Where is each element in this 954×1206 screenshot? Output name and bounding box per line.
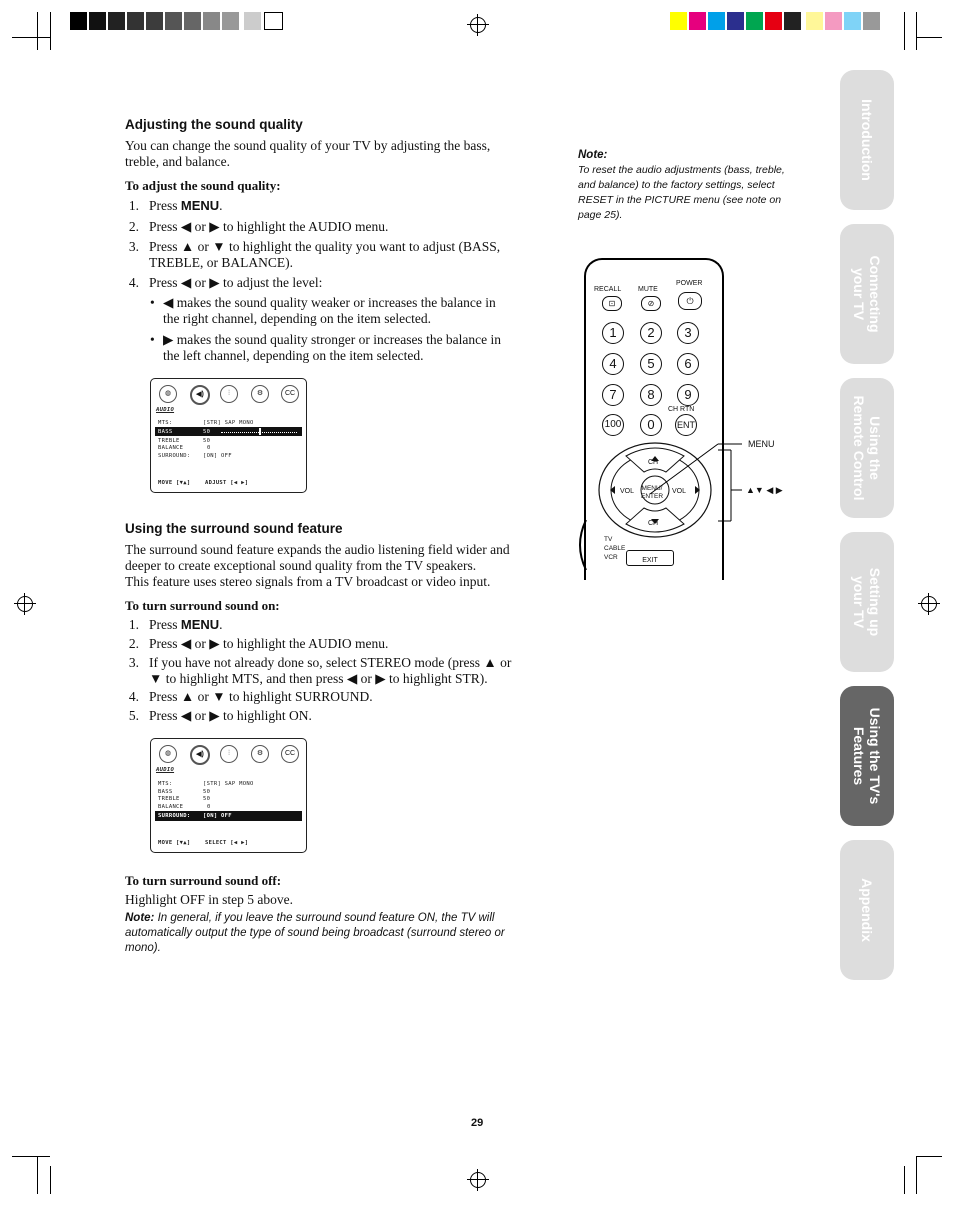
surround-on-subhead: To turn surround sound on: bbox=[125, 598, 280, 613]
ch-rtn-label: CH RTN bbox=[668, 406, 695, 413]
vol-right-label: VOL bbox=[672, 488, 687, 495]
osd-row-value: 50 bbox=[203, 796, 211, 802]
audio-menu-icon: ◀) bbox=[190, 745, 210, 765]
tab-using-tv-features[interactable]: Using the TV's Features bbox=[840, 686, 894, 826]
key-9: 9 bbox=[677, 384, 699, 406]
osd-footer: MOVE [▼▲] ADJUST [◀ ▶] bbox=[158, 480, 249, 486]
setup-menu-icon: ⫶ bbox=[220, 745, 238, 763]
setup-menu-icon: ⫶ bbox=[220, 385, 238, 403]
option-menu-icon: ⚙ bbox=[251, 385, 269, 403]
ch-up-label: CH bbox=[648, 459, 659, 466]
section-title-surround: Using the surround sound feature bbox=[125, 521, 343, 536]
sq-bullet-1-cont: the right channel, depending on the item selected. bbox=[163, 311, 432, 326]
ch-down-label: CH bbox=[648, 520, 659, 527]
key-7: 7 bbox=[602, 384, 624, 406]
tab-introduction[interactable]: Introduction bbox=[840, 70, 894, 210]
osd-tab-label: AUDIO bbox=[156, 767, 175, 773]
bass-level-marker bbox=[259, 428, 261, 435]
osd-row-label: TREBLE bbox=[158, 438, 180, 444]
remote-control-illustration bbox=[584, 258, 724, 580]
tab-using-remote-control[interactable]: Using the Remote Control bbox=[840, 378, 894, 518]
menu-key-label: MENU bbox=[180, 198, 220, 213]
power-label: POWER bbox=[676, 280, 703, 287]
osd-row-label: BALANCE bbox=[158, 445, 184, 451]
registration-mark-top bbox=[470, 17, 486, 33]
key-100: 100 bbox=[602, 414, 624, 436]
osd-footer: MOVE [▼▲] SELECT [◀ ▶] bbox=[158, 840, 249, 846]
osd-row-value: 0 bbox=[207, 804, 211, 810]
registration-mark-bottom bbox=[470, 1172, 486, 1188]
osd-row-value: [STR] SAP MONO bbox=[203, 420, 254, 426]
audio-menu-screen-bass bbox=[150, 378, 307, 493]
page-number: 29 bbox=[471, 1117, 484, 1129]
osd-row-value: [ON] OFF bbox=[203, 453, 232, 459]
surround-off-text: Highlight OFF in step 5 above. bbox=[125, 892, 293, 907]
surround-intro-2: deeper to create exceptional sound quality from the TV speakers. bbox=[125, 558, 477, 573]
osd-row-label: MTS: bbox=[158, 420, 173, 426]
sq-bullet-2-cont: the left channel, depending on the item selected. bbox=[163, 348, 424, 363]
osd-row-label: SURROUND: bbox=[158, 813, 191, 819]
mute-label: MUTE bbox=[638, 286, 658, 293]
osd-row-label: TREBLE bbox=[158, 796, 180, 802]
picture-menu-icon: ◍ bbox=[159, 745, 177, 763]
audio-menu-screen-surround bbox=[150, 738, 307, 853]
mute-button: ⊘ bbox=[641, 296, 661, 311]
recall-button: ⊡ bbox=[602, 296, 622, 311]
registration-mark-right bbox=[921, 596, 937, 612]
picture-menu-icon: ◍ bbox=[159, 385, 177, 403]
surround-intro-1: The surround sound feature expands the audio listening field wider and bbox=[125, 542, 510, 557]
key-0: 0 bbox=[640, 414, 662, 436]
osd-row-value: [STR] SAP MONO bbox=[203, 781, 254, 787]
osd-tab-label: AUDIO bbox=[156, 407, 175, 413]
vcr-label: VCR bbox=[604, 554, 618, 561]
reset-note: Note: To reset the audio adjustments (bass, treble, and balance) to the factory settings, select RESET in the PICTURE menu (see note on page 25). bbox=[578, 149, 785, 221]
osd-row-label: BASS bbox=[158, 789, 173, 795]
callout-menu-label: MENU bbox=[748, 439, 775, 449]
key-1: 1 bbox=[602, 322, 624, 344]
osd-row-label: MTS: bbox=[158, 781, 173, 787]
section-title-sound-quality: Adjusting the sound quality bbox=[125, 117, 303, 132]
menu-key-label: MENU bbox=[180, 617, 220, 632]
key-5: 5 bbox=[640, 353, 662, 375]
tab-setting-up-your-tv[interactable]: Setting up your TV bbox=[840, 532, 894, 672]
tab-connecting-your-tv[interactable]: Connecting your TV bbox=[840, 224, 894, 364]
surround-off-subhead: To turn surround sound off: bbox=[125, 873, 282, 888]
menu-enter-label: MENU/ ENTER bbox=[641, 485, 664, 500]
sound-quality-intro: You can change the sound quality of your TV by adjusting the bass, treble, and balance. bbox=[125, 138, 491, 169]
recall-label: RECALL bbox=[594, 286, 622, 293]
osd-row-value: 50 bbox=[203, 429, 211, 435]
power-button: ⏻ bbox=[678, 292, 702, 310]
surround-intro-3: This feature uses stereo signals from a TV broadcast or video input. bbox=[125, 574, 491, 589]
exit-button: EXIT bbox=[626, 550, 674, 566]
audio-menu-icon: ◀) bbox=[190, 385, 210, 405]
osd-row-value: [ON] OFF bbox=[203, 813, 232, 819]
key-4: 4 bbox=[602, 353, 624, 375]
tv-label: TV bbox=[604, 536, 613, 543]
surround-note: Note: In general, if you leave the surround sound feature ON, the TV will automatically output the type of sound being broadcast (surround stereo or mono). bbox=[125, 912, 505, 954]
key-6: 6 bbox=[677, 353, 699, 375]
osd-row-label: SURROUND: bbox=[158, 453, 191, 459]
closed-caption-icon: CC bbox=[281, 385, 299, 403]
osd-row-label: BASS bbox=[158, 429, 173, 435]
key-3: 3 bbox=[677, 322, 699, 344]
key-2: 2 bbox=[640, 322, 662, 344]
key-8: 8 bbox=[640, 384, 662, 406]
cable-label: CABLE bbox=[604, 545, 626, 552]
callout-lines bbox=[600, 430, 750, 530]
osd-row-value: 50 bbox=[203, 789, 211, 795]
key-ent: ENT bbox=[675, 414, 697, 436]
callout-arrows-label: ▲▼ ◀ ▶ bbox=[746, 485, 783, 495]
closed-caption-icon: CC bbox=[281, 745, 299, 763]
osd-row-value: 50 bbox=[203, 438, 211, 444]
tab-appendix[interactable]: Appendix bbox=[840, 840, 894, 980]
osd-row-label: BALANCE bbox=[158, 804, 184, 810]
option-menu-icon: ⚙ bbox=[251, 745, 269, 763]
osd-row-value: 0 bbox=[207, 445, 211, 451]
registration-mark-left bbox=[17, 596, 33, 612]
vol-left-label: VOL bbox=[620, 488, 635, 495]
mode-switch-curve bbox=[574, 520, 594, 580]
sound-quality-subhead: To adjust the sound quality: bbox=[125, 178, 281, 193]
